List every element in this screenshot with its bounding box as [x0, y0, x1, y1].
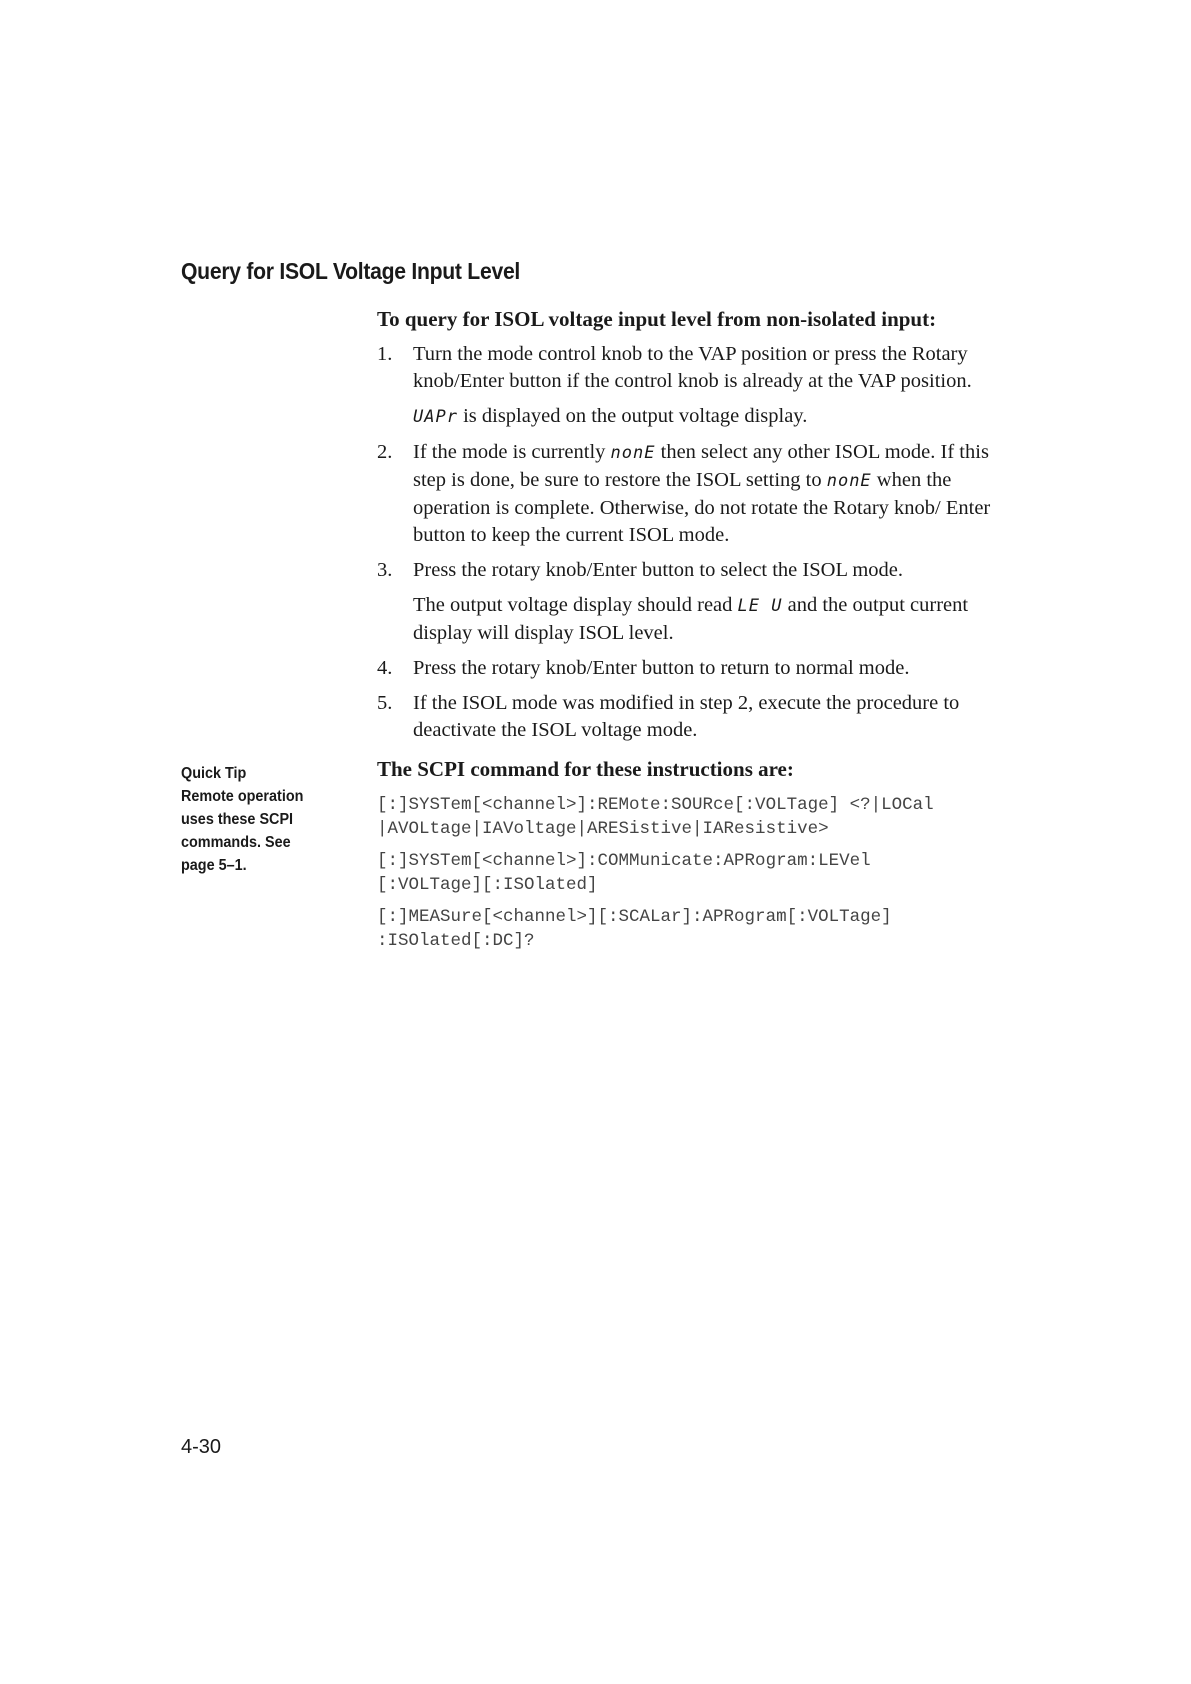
step-note-text: The output voltage display should read	[413, 594, 738, 616]
step-text: Press the rotary knob/Enter button to return to normal mode.	[413, 657, 910, 679]
quick-tip-line: uses these SCPI	[181, 811, 294, 828]
step-item	[377, 690, 1017, 744]
step-item	[377, 439, 1017, 549]
scpi-command-line: :ISOlated[:DC]?	[377, 931, 535, 951]
step-text-part: If the mode is currently	[413, 441, 611, 463]
lcd-readout: nonE	[610, 443, 656, 463]
section-heading: Query for ISOL Voltage Input Level	[181, 258, 521, 284]
step-number: 3.	[377, 559, 393, 581]
step-text-part: then select any other ISOL mode. If this step is done, be sure to restore the ISOL setting to	[413, 441, 989, 491]
scpi-heading: The SCPI command for these instructions are:	[377, 757, 794, 781]
lcd-readout: LE U	[737, 596, 783, 616]
scpi-command-line: [:VOLTage][:ISOlated]	[377, 875, 598, 895]
step-text	[413, 439, 1017, 549]
scpi-command	[377, 849, 1017, 897]
step-number: 2.	[377, 441, 393, 463]
quick-tip	[181, 762, 325, 877]
step-text: If the ISOL mode was modified in step 2, execute the procedure to deactivate the ISOL voltage mode.	[413, 692, 960, 741]
step-item	[377, 557, 1017, 647]
step-item	[377, 341, 1017, 431]
scpi-command-line: [:]MEASure[<channel>][:SCALar]:APRogram[:VOLTage]	[377, 907, 892, 927]
step-text: Press the rotary knob/Enter button to select the ISOL mode.	[413, 559, 903, 581]
scpi-command	[377, 905, 1017, 953]
step-text-part: when the operation is complete. Otherwise, do not rotate the Rotary knob/ Enter button to keep the current ISOL mode.	[413, 469, 991, 546]
scpi-command-line: |AVOLtage|IAVoltage|ARESistive|IAResistive>	[377, 819, 829, 839]
scpi-command	[377, 793, 1017, 841]
step-note-text: is displayed on the output voltage display.	[457, 405, 808, 427]
step-note-text: and the output current display will display ISOL level.	[413, 594, 969, 644]
quick-tip-line: Remote operation	[181, 788, 304, 805]
step-note	[413, 592, 1017, 647]
main-content	[377, 306, 1017, 961]
procedure-subheading: To query for ISOL voltage input level from non-isolated input:	[377, 307, 937, 331]
step-text: Turn the mode control knob to the VAP position or press the Rotary knob/Enter button if the control knob is already at the VAP position.	[413, 343, 972, 392]
quick-tip-line: page 5–1.	[181, 857, 247, 874]
step-item	[377, 655, 1017, 682]
step-number: 5.	[377, 692, 393, 714]
scpi-command-line: [:]SYSTem[<channel>]:REMote:SOURce[:VOLTage] <?|LOCal	[377, 795, 934, 815]
page-number: 4-30	[181, 1436, 222, 1458]
lcd-readout: UAPr	[413, 407, 458, 427]
step-number: 4.	[377, 657, 393, 679]
step-number: 1.	[377, 343, 393, 365]
quick-tip-line: commands. See	[181, 834, 291, 851]
scpi-command-line: [:]SYSTem[<channel>]:COMMunicate:APRogram:LEVel	[377, 851, 871, 871]
procedure-steps	[377, 341, 1017, 744]
quick-tip-title: Quick Tip	[181, 765, 247, 782]
lcd-readout: nonE	[826, 471, 872, 491]
step-note	[413, 403, 1017, 431]
